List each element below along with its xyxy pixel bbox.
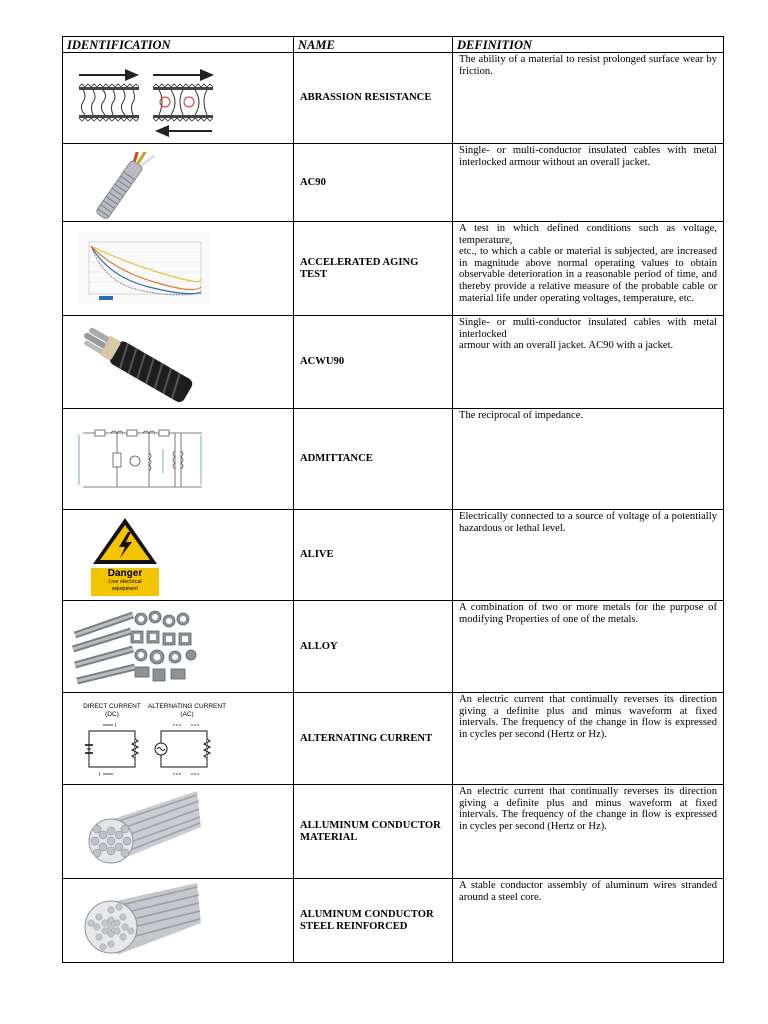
term-name: ALLOY (294, 601, 453, 693)
table-row (63, 510, 724, 601)
term-name: ALIVE (294, 510, 453, 601)
alternating-current-image-cell (63, 693, 294, 785)
term-definition: Single- or multi-conductor insulated cables with metal interlocked armour without an overall jacket. (453, 144, 724, 222)
alloy-image-cell (63, 601, 294, 693)
term-definition: Single- or multi-conductor insulated cables with metal interlocked armour with an overall jacket. AC90 with a jacket. (453, 316, 724, 409)
table-row (63, 144, 724, 222)
table-row (63, 601, 724, 693)
alive-image-cell (63, 510, 294, 601)
abrasion-image-cell (63, 53, 294, 144)
header-name: NAME (294, 37, 453, 53)
danger-sign (91, 516, 159, 596)
aluminum-conductor-image-cell (63, 785, 294, 879)
danger-title: Danger (107, 568, 143, 579)
term-name: ABRASSION RESISTANCE (294, 53, 453, 144)
term-definition: The ability of a material to resist prolonged surface wear by friction. (453, 53, 724, 144)
term-name: ALTERNATING CURRENT (294, 693, 453, 785)
term-definition: An electric current that continually reverses its direction giving a definite plus and minus waveform at fixed intervals. The frequency of the change in flow is expressed in cycles per second (Hertz or Hz). (453, 785, 724, 879)
stranded-conductor-image (77, 791, 201, 877)
term-name: ACWU90 (294, 316, 453, 409)
circuit-diagram (77, 719, 237, 779)
table-row (63, 409, 724, 510)
table-row (63, 693, 724, 785)
table-row (63, 785, 724, 879)
term-definition: The reciprocal of impedance. (453, 409, 724, 510)
acsr-image-cell (63, 879, 294, 963)
term-definition: An electric current that continually reverses its direction giving a definite plus and minus waveform at fixed intervals. The frequency of the change in flow is expressed in cycles per second (Hertz or Hz). (453, 693, 724, 785)
term-definition: Electrically connected to a source of voltage of a potentially hazardous or lethal level. (453, 510, 724, 601)
acwu90-image-cell (63, 316, 294, 409)
aging-test-image-cell (63, 222, 294, 316)
term-definition: A combination of two or more metals for the purpose of modifying Properties of one of the metals. (453, 601, 724, 693)
jacketed-cable-image (71, 320, 201, 406)
ac-abbr: (AC) (180, 710, 194, 718)
svg-text:I: I (99, 772, 101, 778)
term-name: ALLUMINUM CONDUCTOR MATERIAL (294, 785, 453, 879)
danger-subtitle: Live electrical equipment (108, 579, 142, 592)
term-name: ADMITTANCE (294, 409, 453, 510)
term-definition: A test in which defined conditions such as voltage, temperature, etc., to which a cable or material is subjected, are increased in magnitude above normal operating values to obtain observable deterioration in a reasonable period of time, and thereby provide a relative measure of the probable cable or material life under operating voltages, temperature, etc. (453, 222, 724, 316)
term-definition: A stable conductor assembly of aluminum wires stranded around a steel core. (453, 879, 724, 963)
header-identification: IDENTIFICATION (63, 37, 294, 53)
abrasion-diagram (77, 67, 217, 137)
term-name: AC90 (294, 144, 453, 222)
header-definition: DEFINITION (453, 37, 724, 53)
admittance-image-cell (63, 409, 294, 510)
admittance-circuit-diagram (77, 423, 207, 497)
dc-title: DIRECT CURRENT (83, 703, 141, 710)
armoured-cable-image (79, 152, 159, 222)
table-row (63, 316, 724, 409)
acsr-conductor-image (77, 883, 201, 963)
term-name: ACCELERATED AGING TEST (294, 222, 453, 316)
term-name: ALUMINUM CONDUCTOR STEEL REINFORCED (294, 879, 453, 963)
ac-title: ALTERNATING CURRENT (147, 703, 227, 710)
table-row (63, 53, 724, 144)
header-row (63, 37, 724, 53)
glossary-table (62, 36, 724, 963)
dc-ac-circuits (77, 703, 237, 781)
metal-bars-image (71, 605, 203, 691)
aging-chart-image (79, 232, 209, 304)
warning-triangle-icon (91, 516, 159, 566)
ac90-image-cell (63, 144, 294, 222)
table-row (63, 879, 724, 963)
table-row (63, 222, 724, 316)
dc-abbr: (DC) (105, 710, 119, 718)
svg-text:I: I (115, 723, 117, 729)
